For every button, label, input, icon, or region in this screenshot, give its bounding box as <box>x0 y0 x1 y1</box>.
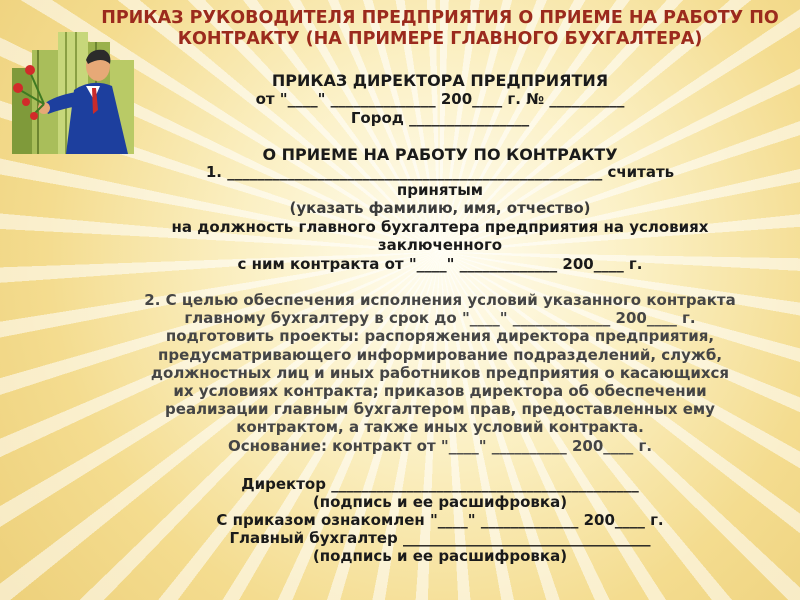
order-date-line: от "____" ______________ 200____ г. № __________ <box>255 90 625 108</box>
signature-caption: (подпись и ее расшифровка) <box>312 493 568 511</box>
item2-line: реализации главным бухгалтером прав, предоставленных ему <box>165 400 715 418</box>
director-signature-line: Директор _________________________________________ <box>241 475 639 493</box>
item2-line: предусматривающего информирование подразделений, служб, <box>157 346 723 364</box>
item1-line: с ним контракта от "____" _____________ 200____ г. <box>237 255 643 273</box>
item1-line: 1. __________________________________________________ считать <box>205 163 675 181</box>
item2-line: контрактом, а также иных условий контракта. <box>236 418 644 436</box>
title-line-1: ПРИКАЗ РУКОВОДИТЕЛЯ ПРЕДПРИЯТИЯ О ПРИЕМЕ НА РАБОТУ ПО <box>101 8 779 28</box>
item2-line: 2. С целью обеспечения исполнения условий указанного контракта <box>144 291 736 309</box>
order-subject: О ПРИЕМЕ НА РАБОТУ ПО КОНТРАКТУ <box>262 145 618 164</box>
item1-line: (указать фамилию, имя, отчество) <box>289 199 591 217</box>
item2-line: главному бухгалтеру в срок до "____" _____________ 200____ г. <box>184 309 696 327</box>
acknowledged-line: С приказом ознакомлен "____" _____________ 200____ г. <box>216 511 664 529</box>
city-line: Город ________________ <box>350 109 530 127</box>
chief-accountant-signature-line: Главный бухгалтер _________________________________ <box>229 529 651 547</box>
title-line-2: КОНТРАКТУ (НА ПРИМЕРЕ ГЛАВНОГО БУХГАЛТЕРА) <box>177 29 703 49</box>
item2-line: должностных лиц и иных работников предприятия о касающихся <box>150 364 730 382</box>
item2-line: их условиях контракта; приказов директора об обеспечении <box>173 382 707 400</box>
order-heading: ПРИКАЗ ДИРЕКТОРА ПРЕДПРИЯТИЯ <box>271 71 609 90</box>
slide-title <box>90 8 790 50</box>
signature-caption: (подпись и ее расшифровка) <box>312 547 568 565</box>
item1-line: принятым <box>396 181 484 199</box>
item1-line: на должность главного бухгалтера предприятия на условиях <box>171 218 709 236</box>
item1-line: заключенного <box>377 236 503 254</box>
item2-line: Основание: контракт от "____" __________ 200____ г. <box>227 437 653 455</box>
item2-line: подготовить проекты: распоряжения директора предприятия, <box>165 327 715 345</box>
